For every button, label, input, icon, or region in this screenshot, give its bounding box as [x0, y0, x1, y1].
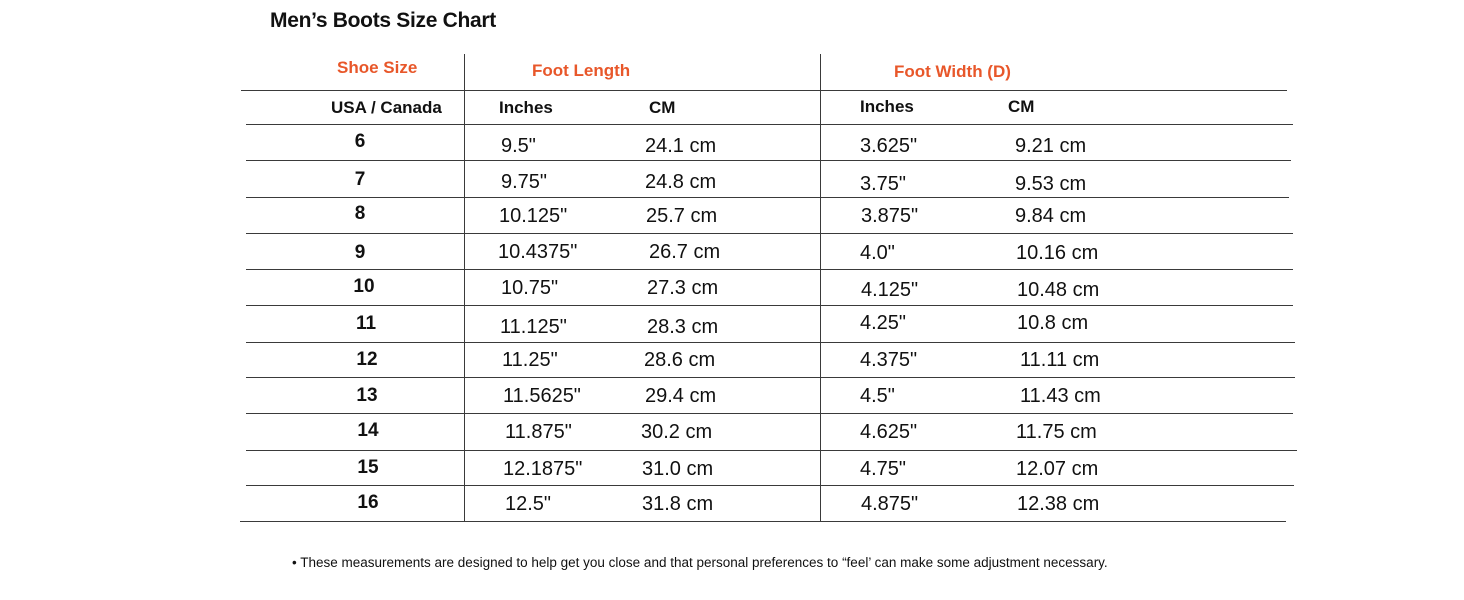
- foot-width-inches: 4.75": [860, 458, 907, 480]
- header-foot-width: Foot Width (D): [894, 62, 1011, 81]
- foot-width-cm: 10.16 cm: [1016, 242, 1099, 264]
- shoe-size: 6: [354, 131, 366, 152]
- foot-width-cm: 9.21 cm: [1015, 135, 1087, 157]
- page-title: Men’s Boots Size Chart: [270, 9, 496, 32]
- foot-length-inches: 10.4375": [498, 241, 578, 263]
- foot-width-inches: 4.5": [860, 385, 895, 407]
- foot-length-inches: 11.875": [505, 421, 572, 443]
- table-row: [0, 414, 1464, 450]
- table-row: [0, 342, 1464, 378]
- foot-width-cm: 9.53 cm: [1015, 173, 1087, 195]
- subheader-length-cm: CM: [649, 98, 676, 117]
- foot-width-cm: 9.84 cm: [1015, 205, 1087, 227]
- foot-length-inches: 11.125": [500, 316, 567, 338]
- foot-length-cm: 24.8 cm: [645, 171, 717, 193]
- foot-width-inches: 3.875": [861, 205, 919, 227]
- shoe-size: 7: [354, 169, 366, 190]
- table-row: [0, 198, 1464, 234]
- foot-length-cm: 27.3 cm: [647, 277, 719, 299]
- foot-width-cm: 11.11 cm: [1020, 349, 1100, 371]
- table-row: [0, 234, 1464, 270]
- subheader-width-cm: CM: [1008, 97, 1035, 116]
- foot-length-inches: 12.1875": [503, 458, 583, 480]
- foot-width-inches: 4.125": [861, 279, 919, 301]
- foot-width-cm: 12.38 cm: [1017, 493, 1100, 515]
- foot-length-cm: 25.7 cm: [646, 205, 718, 227]
- table-row: [0, 306, 1464, 342]
- footnote: • These measurements are designed to help get you close and that personal preferences to “feel’ can make some adjustment necessary.: [292, 555, 1108, 570]
- subheader-width-inches: Inches: [860, 97, 914, 116]
- foot-length-inches: 10.125": [499, 205, 568, 227]
- foot-width-cm: 11.75 cm: [1016, 421, 1097, 443]
- foot-width-inches: 4.875": [861, 493, 919, 515]
- foot-length-inches: 12.5": [505, 493, 552, 515]
- row-rule: [246, 124, 1293, 125]
- shoe-size: 9: [354, 242, 366, 263]
- foot-length-cm: 29.4 cm: [645, 385, 717, 407]
- table-row: [0, 450, 1464, 486]
- shoe-size: 10: [353, 276, 375, 297]
- foot-width-inches: 4.0": [860, 242, 895, 264]
- foot-length-cm: 31.8 cm: [642, 493, 714, 515]
- foot-width-inches: 3.625": [860, 135, 918, 157]
- foot-width-inches: 4.375": [860, 349, 918, 371]
- foot-length-inches: 10.75": [501, 277, 559, 299]
- foot-length-cm: 31.0 cm: [642, 458, 714, 480]
- shoe-size: 12: [356, 349, 378, 370]
- shoe-size: 11: [355, 313, 377, 334]
- foot-width-cm: 10.48 cm: [1017, 279, 1100, 301]
- shoe-size: 8: [354, 203, 366, 224]
- foot-width-inches: 3.75": [860, 173, 907, 195]
- foot-length-inches: 9.5": [501, 135, 536, 157]
- shoe-size: 14: [357, 420, 379, 441]
- foot-length-cm: 26.7 cm: [649, 241, 721, 263]
- foot-length-cm: 28.3 cm: [647, 316, 719, 338]
- header-rule: [241, 90, 1287, 91]
- foot-length-inches: 11.25": [502, 349, 558, 371]
- table-row: [0, 486, 1464, 522]
- foot-width-cm: 11.43 cm: [1020, 385, 1101, 407]
- table-row: [0, 378, 1464, 414]
- foot-length-cm: 30.2 cm: [641, 421, 713, 443]
- subheader-usa-canada: USA / Canada: [331, 98, 442, 117]
- foot-length-cm: 28.6 cm: [644, 349, 716, 371]
- table-row: [0, 270, 1464, 306]
- foot-width-inches: 4.625": [860, 421, 918, 443]
- table-row: [0, 126, 1464, 162]
- foot-length-inches: 9.75": [501, 171, 548, 193]
- header-shoe-size: Shoe Size: [337, 58, 418, 77]
- foot-width-cm: 12.07 cm: [1016, 458, 1099, 480]
- shoe-size: 16: [357, 492, 379, 513]
- header-foot-length: Foot Length: [532, 61, 631, 80]
- shoe-size: 13: [356, 385, 378, 406]
- shoe-size: 15: [357, 457, 379, 478]
- foot-length-cm: 24.1 cm: [645, 135, 717, 157]
- subheader-length-inches: Inches: [499, 98, 553, 117]
- foot-width-inches: 4.25": [860, 312, 907, 334]
- foot-width-cm: 10.8 cm: [1017, 312, 1089, 334]
- table-row: [0, 162, 1464, 198]
- foot-length-inches: 11.5625": [503, 385, 581, 407]
